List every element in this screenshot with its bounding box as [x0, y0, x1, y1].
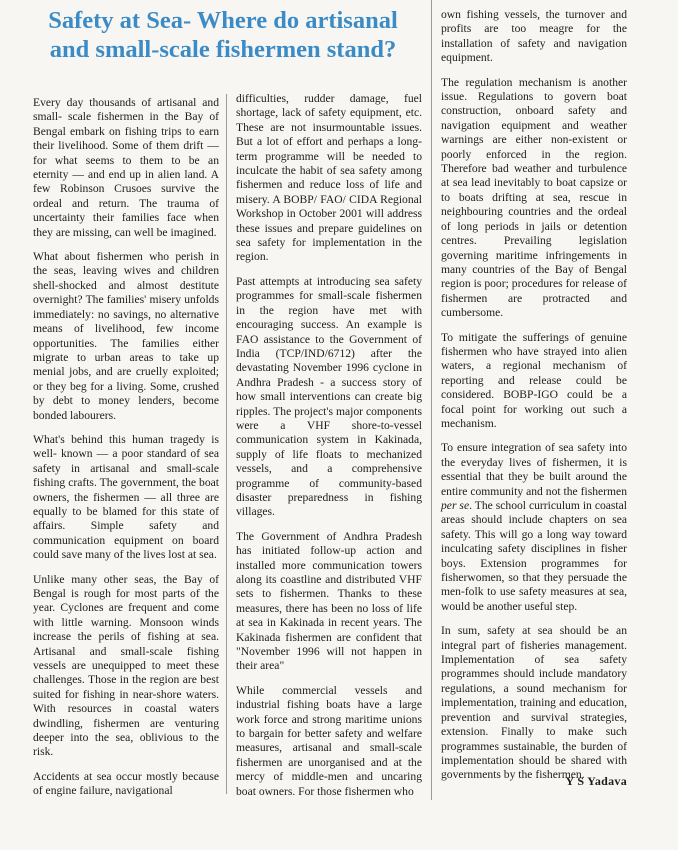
column-1 — [33, 96, 219, 809]
paragraph: While commercial vessels and industrial fishing boats have a large work force and strong maritime unions to bargain for better safety and welfare measures, artisanal and small-scale fishermen are unorganised and at the mercy of middle-men and uncaring boat owners. For those fishermen who — [236, 683, 422, 798]
paragraph: Every day thousands of artisanal and small- scale fishermen in the Bay of Bengal embark on fishing trips to earn their livelihood. Some of them drift — for what seems to them to be an eternity — and end up in alien land. A few Robinson Crusoes survive the ordeal and return. The trauma of uncertainty their families face when they are missing, can well be imagined. — [33, 96, 219, 239]
paragraph: The Government of Andhra Pradesh has initiated follow-up action and installed more communication towers along its coastline and distributed VHF sets to fishermen. Thanks to these measures, there has been no loss of life at sea in Kakinada in recent years. The Kakinada fishermen are confident that "November 1996 will not happen in their area" — [236, 529, 422, 673]
paragraph: own fishing vessels, the turnover and profits are too meagre for the installation of safety and navigation equipment. — [441, 8, 627, 65]
paragraph: What's behind this human tragedy is well- known — a poor standard of sea safety in artisanal and small-scale fishing crafts. The government, the boat owners, the fishermen — all three are equally to be blamed for this state of affairs. Simple safety and communication equipment on board could save many of the lives lost at sea. — [33, 432, 219, 562]
paragraph: difficulties, rudder damage, fuel shortage, lack of safety equipment, etc. These are not insurmountable issues. But a lot of effort and perhaps a long-term programme will be needed to inculcate the habit of sea safety among fishermen and reduce loss of life and misery. A BOBP/ FAO/ CIDA Regional Workshop in October 2001 will address these issues and prepare guidelines on sea safety for implementation in the region. — [236, 92, 422, 264]
paragraph: What about fishermen who perish in the seas, leaving wives and children shell-shocked and almost destitute overnight? The families' misery unfolds immediately: no savings, no alternative means of livelihood, few income opportunities. The families either migrate to urban areas to take up menial jobs, and are cruelly exploited; or they beg for a living. Some, crushed by debt to money lenders, become bonded labourers. — [33, 250, 219, 422]
emphasis-text: per se — [441, 499, 470, 512]
paragraph: Unlike many other seas, the Bay of Bengal is rough for most parts of the year. Cyclones are frequent and come with little warning. Monsoon winds increase the perils of fishing at sea. Artisanal and small-scale fishing vessels are unequipped to meet these challenges. Those in the region are best suited for fishing in near-shore waters. With resources in coastal waters dwindling, fishermen are venturing deeper into the sea, oblivious to the risk. — [33, 572, 219, 759]
article-title: Safety at Sea- Where do artisanal and small-scale fishermen stand? — [48, 7, 398, 63]
paragraph: Past attempts at introducing sea safety programmes for small-scale fishermen in the region have met with encouraging success. An example is FAO assistance to the Government of India (TCP/IND/6712) after the devastating November 1996 cyclone in Andhra Pradesh - a success story of how small interventions can create big ripples. The project's major components were a VHF shore-to-vessel communication system in Kakinada, supply of life floats to mechanized vessels, and a comprehensive programme of community-based disaster preparedness in fishing villages. — [236, 274, 422, 519]
paragraph: To mitigate the sufferings of genuine fishermen who have strayed into alien waters, a regional mechanism of reporting and release could be considered. BOBP-IGO could be a focal point for working out such a mechanism. — [441, 330, 627, 430]
column-divider-2 — [431, 0, 432, 800]
paragraph: Accidents at sea occur mostly because of engine failure, navigational — [33, 769, 219, 798]
author-byline: Y S Yadava — [565, 774, 627, 788]
paragraph: To ensure integration of sea safety into the everyday lives of fishermen, it is essential that they be built around the entire community and not the fishermen per se. The school curriculum in coastal areas should include chapters on sea safety. This will go a long way toward inculcating safety disciplines in fisher boys. Extension programmes for fisherwomen, so that they persuade the men-folk to use safety measures at sea, would be another useful step. — [441, 441, 628, 613]
paragraph: In sum, safety at sea should be an integral part of fisheries management. Implementation of sea safety programmes should include mandatory regulations, a sound mechanism for implementation, training and education, prevention and survival strategies, extension. Finally to make such programmes sustainable, the burden of implementation should be shared with governments by the fishermen. — [441, 624, 627, 782]
column-divider-1 — [226, 94, 227, 794]
paragraph: The regulation mechanism is another issue. Regulations to govern boat construction, onboard safety and navigation equipment and weather warnings are either non-existent or poorly enforced in the region. Therefore bad weather and turbulence at sea lead inevitably to boat capsize or to boats drifting at sea, rescue in neighbouring countries and the ordeal of long periods in jails or detention centres. Prevailing legislation governing maritime infringements in many countries of the Bay of Bengal region is poor; procedures for release of fishermen are protracted and cumbersome. — [441, 75, 627, 320]
column-2 — [236, 92, 422, 809]
column-3 — [441, 8, 627, 793]
